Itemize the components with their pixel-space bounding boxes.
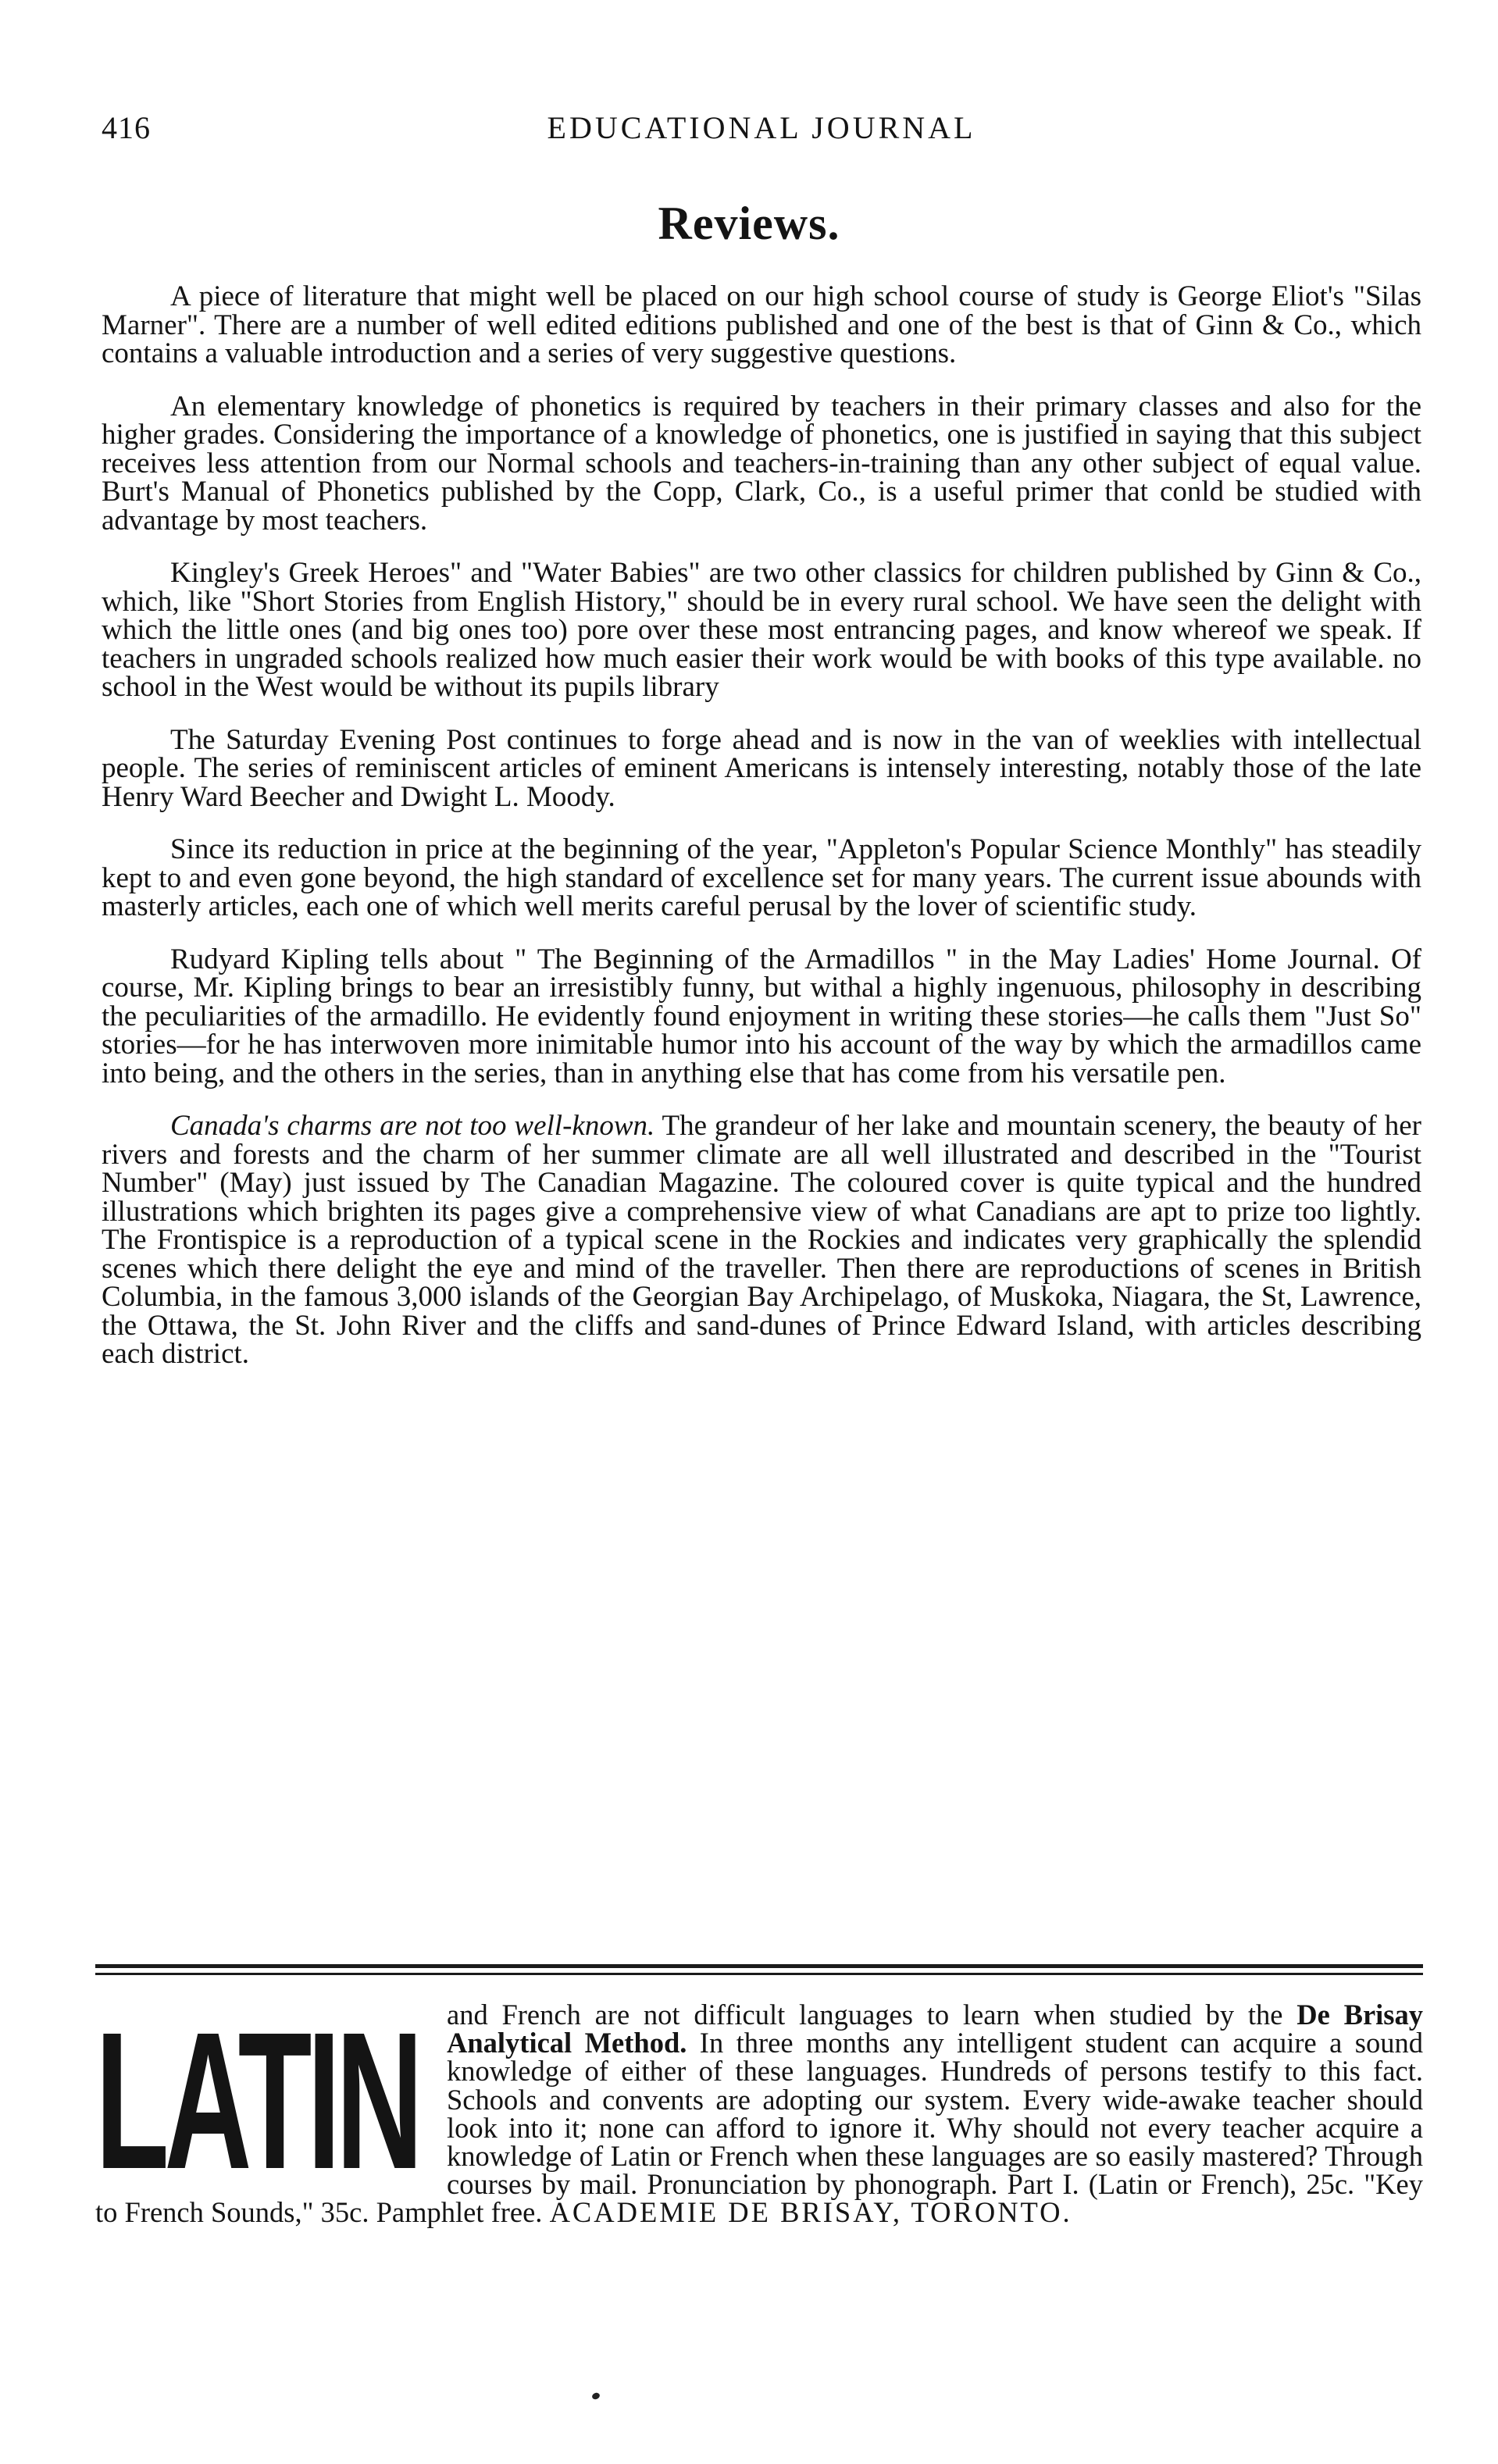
journal-title: EDUCATIONAL JOURNAL [547,110,976,145]
review-phonetics: An elementary knowledge of phonetics is required by teachers in their primary classes and also for the higher grades. Considering the importance of a knowledge of phonetics, one is justified in saying that this subject receives less attention from our Normal schools and teachers-in-training than any other subject of equal value. Burt's Manual of Phonetics published by the Copp, Clark, Co., is a useful primer that conld be studied with advantage by most teachers. [102,390,1421,537]
ad-headline: LATIN [95,1992,419,2209]
review-silas-marner: A piece of literature that might well be placed on our high school course of study is George Eliot's "Silas Marner". There are a number of well edited editions published and one of the best is that of Ginn & Co., which contains a valuable introduction and a series of very suggestive questions. [102,280,1421,369]
ad-text-details: In three months any intelligent student can acquire a sound knowledge of either of these languages. Hundreds of persons testify to this fact. Schools and convents are adopting our system. Every wide-awake teacher should look into it; none can afford to ignore it. Why should not every teacher acquire a knowledge of Latin or French when these languages are so easily mastered? Through courses by mail. Pronunciation by phonograph. Part I. (Latin or French), 25c. "Key to French Sounds," 35c. Pamphlet free. [95,2027,1423,2229]
page-number: 416 [102,110,151,145]
review-body: The grandeur of her lake and mountain scenery, the beauty of her rivers and forests and the charm of her summer climate are all well illustrated and described in the "Tourist Number" (May) just issued by The Canadian Magazine. The coloured cover is quite typical and the hundred illustrations which brighten its pages give a comprehensive view of what Canadians are apt to prize too lightly. The Frontispice is a reproduction of a typical scene in the Rockies and indicates very graphically the splendid scenes which there delight the eye and mind of the traveller. Then there are reproductions of scenes in British Columbia, in the famous 3,000 islands of the Georgian Bay Archipelago, of Muskoka, Niagara, the St, Lawrence, the Ottawa, the St. John River and the cliffs and sand-dunes of Prince Edward Island, with articles describing each district. [102,1110,1421,1370]
review-lead-sentence: Canada's charms are not too well-known. [170,1110,655,1142]
reviews-column [102,280,1421,1393]
divider-rule-top [95,1964,1423,1968]
section-title: Reviews. [658,198,840,249]
review-canadian-magazine [102,1112,1421,1369]
review-greek-heroes: Kingley's Greek Heroes" and "Water Babies" are two other classics for children published by Ginn & Co., which, like "Short Stories from English History," should be in every rural school. We have seen the delight with which the little ones (and big ones too) pore over these most entrancing pages, and know whereof we speak. If teachers in ungraded schools realized how much easier their work would be with books of this type available. no school in the West would be without its pupils library [102,557,1421,703]
review-saturday-evening-post: The Saturday Evening Post continues to forge ahead and is now in the van of weeklies with intellectual people. The series of reminiscent articles of eminent Americans is intensely interesting, notably those of the late Henry Ward Beecher and Dwight L. Moody. [102,723,1421,813]
review-kipling-armadillos: Rudyard Kipling tells about " The Beginning of the Armadillos " in the May Ladies' Home Journal. Of course, Mr. Kipling brings to bear an irresistibly funny, but withal a highly ingenuous, philosophy in describing the peculiarities of the armadillo. He evidently found enjoyment in writing these stories—he calls them "Just So" stories—for he has interwoven more inimitable humor into his account of the way by which the armadillos came into being, and the others in the series, than in anything else that has come from his versatile pen. [102,943,1421,1089]
page-header [102,109,1421,156]
divider-rule-bottom [95,1973,1423,1975]
section-divider [95,1964,1423,1980]
ad-address: ACADEMIE DE BRISAY, TORONTO. [549,2196,1072,2229]
ad-text-intro: and French are not difficult languages to learn when studied by the [447,1999,1297,2031]
latin-advertisement [95,1992,1424,2229]
ink-speck [591,2391,601,2400]
ad-method-name: De Brisay Analytical Method. [447,1999,1424,2059]
review-popular-science-monthly: Since its reduction in price at the beginning of the year, "Appleton's Popular Science Monthly" has steadily kept to and even gone beyond, the high standard of excellence set for many years. The current issue abounds with masterly articles, each one of which well merits careful perusal by the lover of scientific study. [102,833,1421,922]
